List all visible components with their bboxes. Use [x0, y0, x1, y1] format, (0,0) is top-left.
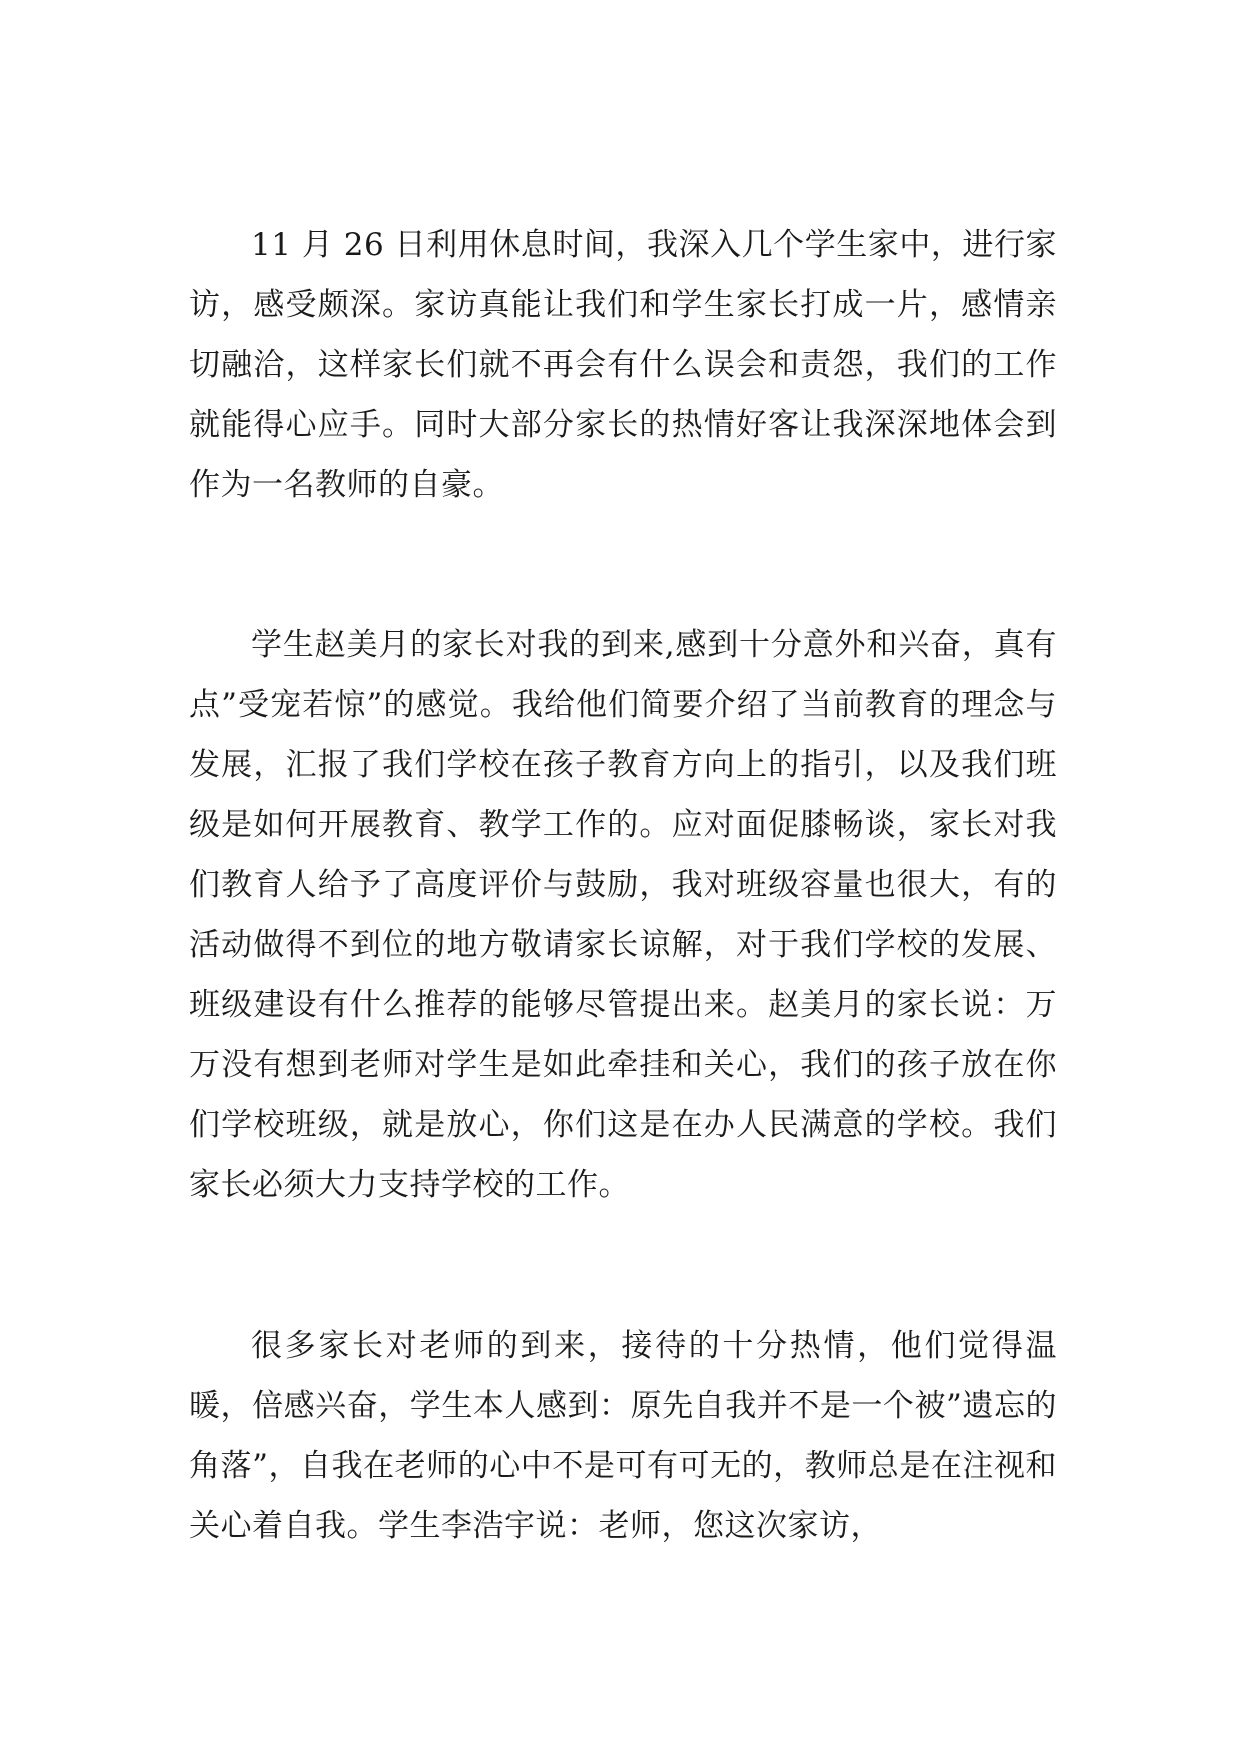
paragraph-zhao-meiyue-visit: 学生赵美月的家长对我的到来,感到十分意外和兴奋，真有点”受宠若惊”的感觉。我给他们简要介绍了当前教育的理念与发展，汇报了我们学校在孩子教育方向上的指引，以及我们班级是如何开展教育、教学工作的。应对面促膝畅谈，家长对我们教育人给予了高度评价与鼓励，我对班级容量也很大，有的活动做得不到位的地方敬请家长谅解，对于我们学校的发展、班级建设有什么推荐的能够尽管提出来。赵美月的家长说：万万没有想到老师对学生是如此牵挂和关心，我们的孩子放在你们学校班级，就是放心，你们这是在办人民满意的学校。我们家长必须大力支持学校的工作。: [189, 627, 1057, 1203]
paragraph-parents-reaction: 很多家长对老师的到来，接待的十分热情，他们觉得温暖，倍感兴奋，学生本人感到：原先自我并不是一个被”遗忘的角落”，自我在老师的心中不是可有可无的，教师总是在注视和关心着自我。学生李浩宇说：老师，您这次家访，: [189, 1328, 1057, 1544]
paragraph-home-visit-intro: 11 月 26 日利用休息时间，我深入几个学生家中，进行家访，感受颇深。家访真能让我们和学生家长打成一片，感情亲切融洽，这样家长们就不再会有什么误会和责怨，我们的工作就能得心应手。同时大部分家长的热情好客让我深深地体会到作为一名教师的自豪。: [189, 227, 1057, 503]
